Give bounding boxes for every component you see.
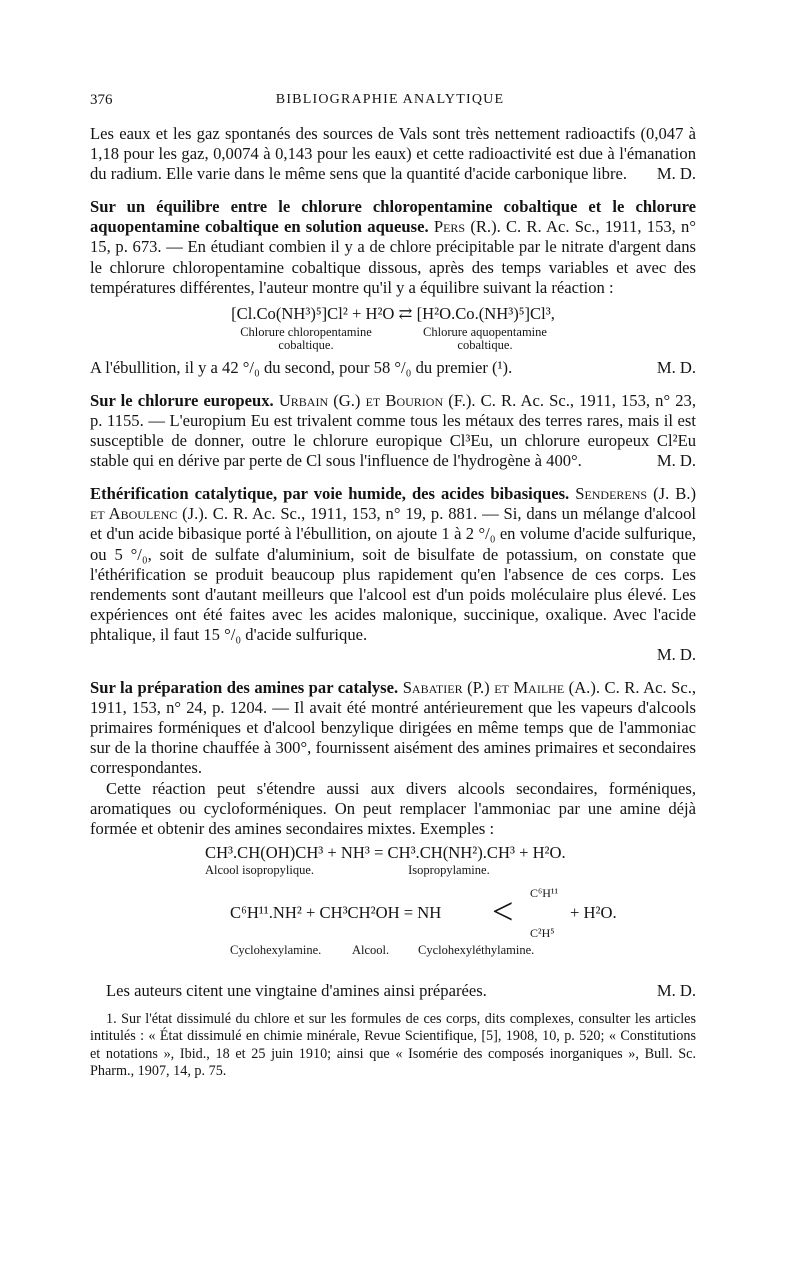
article-2 [90,391,696,471]
page-body [90,124,696,1081]
article-2-authors: Urbain (G.) et Bourion (F.). [273,390,476,410]
article-4-body: — Il avait été montré antérieurement que les vapeurs d'alcools primaires forméniques et d'alcool benzylique dirigées en même temps que de l'ammoniac sur de la thorine chauffée à 300°, fournissent aisément des amines primaires et secondaires correspondantes. [90,698,696,778]
intro-paragraph [90,124,696,184]
article-1-author-initials: (R.). [465,217,501,237]
reaction-2-bottom-group: C²H⁵ [530,925,555,940]
article-3-title: Ethérification catalytique, par voie humide, des acides bibasiques. [90,484,570,504]
footnote [90,1011,696,1081]
article-1-title: Sur un équilibre entre le chlorure chloropentamine cobaltique et le chlorure aquopentamine cobaltique en solution aqueuse. [90,197,696,237]
page-number: 376 [90,92,113,108]
article-4-conclusion [90,981,696,1001]
caption-alcohol: Alcool. [352,942,390,957]
reaction-isopropylamine-captions [205,863,696,877]
article-3-authors: Senderens (J. B.) et Aboulenc (J.). [90,484,696,524]
article-4-conclusion-text: Les auteurs citent une vingtaine d'amines ainsi préparées. [106,980,487,1000]
article-1-signature: M. D. [656,357,696,377]
article-1-equation-captions [90,326,696,352]
reaction-2-left: C⁶H¹¹.NH² + CH³CH²OH = NH [230,902,442,922]
article-4 [90,678,696,778]
article-1-reference: C. R. Ac. Sc., 1911, 153, n° 15, p. 673. [90,217,696,257]
caption-cyclohexylethylamine: Cyclohexyléthylamine. [418,942,535,957]
reaction-2-right: + H²O. [570,902,617,922]
page-header [90,92,710,116]
running-title: BIBLIOGRAPHIE ANALYTIQUE [275,92,505,107]
reaction-isopropylamine: CH³.CH(OH)CH³ + NH³ = CH³.CH(NH²).CH³ + H²O. [205,842,566,862]
article-4-title: Sur la préparation des amines par catalyse. [90,678,399,698]
article-2-body: — L'europium Eu est trivalent comme tous les métaux des terres rares, mais il est susceptible de donner, outre le chlorure europique Cl³Eu, un chlorure europeux Cl²Eu stable qui en dérive par perte de Cl sous l'influence de l'hydrogène à 400°. [90,410,696,471]
intro-text: Les eaux et les gaz spontanés des sources de Vals sont très nettement radioactifs (0,047 à 1,18 pour les gaz, 0,0074 à 0,143 pour les eaux) et cette radioactivité est due à l'émanation du radium. Elle varie dans le même sens que la quantité d'acide carbonique libre. [90,124,696,184]
article-4-reference: C. R. Ac. Sc., 1911, 153, n° 24, p. 1204. [90,678,697,718]
article-2-reference: C. R. Ac. Sc., 1911, 153, n° 23, p. 1155. [90,390,696,430]
article-3-body: — Si, dans un mélange d'alcool et d'un acide bibasique porté à l'ébullition, on ajoute 1 à 2 °/₀ en volume d'acide sulfurique, ou 5 °/₀, soit de sulfate d'aluminium, soit de bisulfate de potassium, on constate que l'éthérification se produit beaucoup plus rapidement qu'en l'absence de ces corps. Les rendements sont d'autant meilleurs que l'alcool est d'un poids moléculaire plus élevé. Les expériences ont été faites avec les acides malonique, succinique, oxalique. Avec l'acide phtalique, il faut 15 °/₀ d'acide sulfurique. [90,504,696,644]
footnote-1: 1. Sur l'état dissimulé du chlore et sur les formules de ces corps, dits complexes, consulter les articles intitulés : « État dissimulé en chimie minérale, Revue Scientifique, [5], 1908, 10, p. 520; « Constitutions et notations », Ibid., 18 et 25 juin 1910; ainsi que « Isomérie des composés inorganiques », Bull. Sc. Pharm., 1907, 14, p. 75. [90,1010,696,1080]
caption-chloropentamine: Chlorure chloropentamine cobaltique. [240,324,372,352]
article-1-after [90,358,696,378]
caption-isopropylamine: Isopropylamine. [408,862,490,877]
article-3-signature: M. D. [656,644,696,664]
article-4-authors: Sabatier (P.) et Mailhe (A.). [398,678,601,698]
article-4-signature: M. D. [656,980,696,1000]
article-2-signature: M. D. [656,451,696,471]
reaction-2-captions [230,943,696,973]
bond-bracket: < [492,890,514,933]
article-3-reference: C. R. Ac. Sc., 1911, 153, n° 19, p. 881. [207,504,478,524]
caption-isopropyl-alcohol: Alcool isopropylique. [205,862,315,877]
caption-aquopentamine: Chlorure aquopentamine cobaltique. [423,324,547,352]
article-3 [90,484,696,645]
article-4-paragraph-2: Cette réaction peut s'étendre aussi aux divers alcools secondaires, forméniques, aromatiques ou cycloforméniques. On peut remplacer l'ammoniac par une amine déjà formée et obtenir des amines secondaires mixtes. Exemples : [90,778,696,838]
article-1-body: — En étudiant combien il y a de chlore précipitable par le nitrate d'argent dans le chlorure chloropentamine cobaltique dissous, après des temps variables et avec des températures différentes, l'auteur montre qu'il y a équilibre suivant la réaction : [90,237,696,297]
article-2-title: Sur le chlorure europeux. [90,390,274,410]
reaction-2-top-group: C⁶H¹¹ [530,885,559,900]
caption-cyclohexylamine: Cyclohexylamine. [230,942,322,957]
article-1-after-text: A l'ébullition, il y a 42 °/₀ du second, pour 58 °/₀ du premier (¹). [90,357,513,377]
article-1-equation: [Cl.Co(NH³)⁵]Cl² + H²O ⇄ [H²O.Co.(NH³)⁵]Cl³, [231,303,555,323]
intro-signature: M. D. [656,164,696,184]
reaction-cyclohexylethylamine [230,883,696,943]
article-1 [90,197,696,297]
article-1-author: Pers [433,217,466,237]
